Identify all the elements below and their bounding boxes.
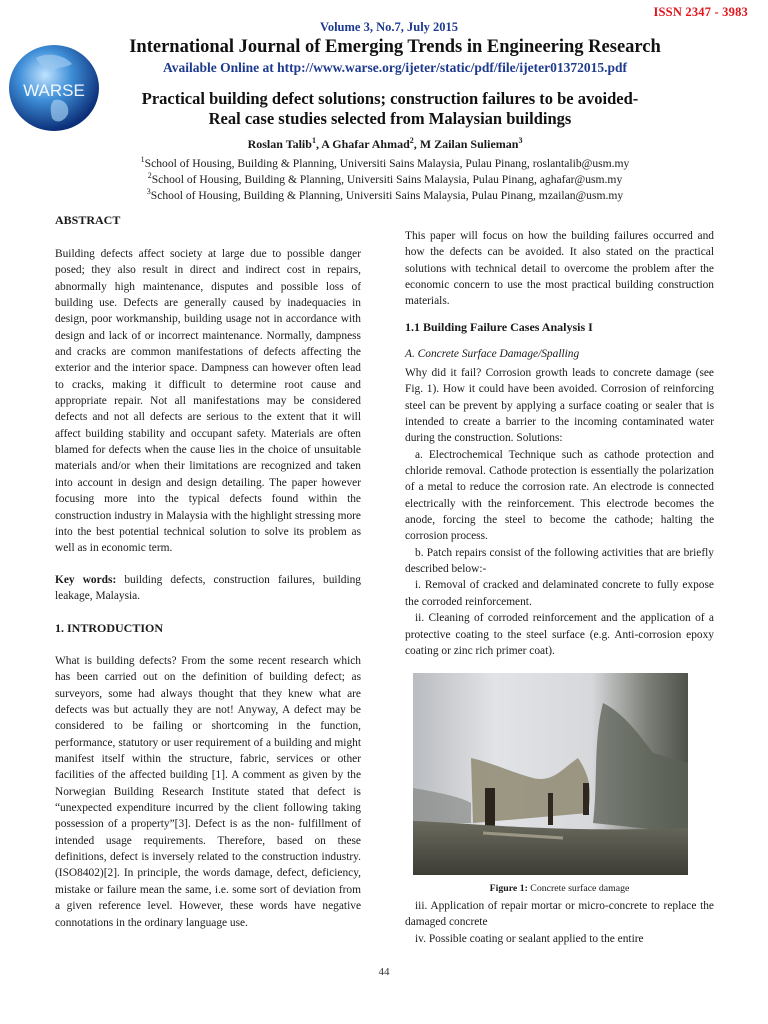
section-heading: 1.1 Building Failure Cases Analysis I [405,320,593,334]
journal-title: International Journal of Emerging Trends in Engineering Research [129,37,661,57]
author-sup: 2 [409,136,414,145]
paper-title-line-2: Real case studies selected from Malaysian buildings [208,109,572,128]
figure-1-image [413,673,688,875]
figure-1-caption [405,883,714,894]
focus-text: This paper will focus on how the building failures occurred and how the defects can be avoided. It also stated on the practical solutions with technical detail to overcome the problem after the economic concern to use the most practical building construction materials. [405,230,714,308]
logo-text: WARSE [23,81,85,100]
affiliation-text: School of Housing, Building & Planning, Universiti Sains Malaysia, Pulau Pinang, aghafar@usm.my [151,172,623,186]
section-body [405,365,714,659]
solution-item-ii: ii. Cleaning of corroded reinforcement and the application of a protective coating to the steel surface (e.g. Anti-corrosion epoxy coating or zinc rich primer coat). [405,612,714,657]
authors-line: Roslan Talib$^1$, A Ghafar Ahmad$^2$, M Zailan Sulieman$^3$ [247,136,523,151]
keywords-label: Key words: [55,574,117,586]
solution-item-i: i. Removal of cracked and delaminated concrete to fully expose the corroded reinforcement. [405,579,714,608]
warse-logo-icon [6,38,102,134]
affiliation-sup: 2 [147,171,152,180]
introduction-text: What is building defects? From the some recent research which has been carried out on the definition of building defect; as surveyors, some had always thought that they knew what are defects was but actually they are not! Anyway, A defect may be considered to be failing or shortcoming in the function, performance, statutory or user requirement of a building and might manifest itself within the structure, fabric, services or other facilities of the affected building [1]. A comment as given by the Norwegian Building Research Institute stated that defect is “unexpected expenditure incurred by the client following taking possession of a property”[3]. Defect is as the non- fulfillment of intended usage requirements. Therefore, based on these definitions, defect is inversely related to the construction industry. (ISO8402)[2]. In principle, the words damage, defect, deficiency, mistake or failure mean the same, i.e. some sort of deviation from a given reference level. However, these words have negative connotations in the ordinary language use. [55,655,361,929]
figure-caption-text: Concrete surface damage [527,883,630,894]
subsection-heading: A. Concrete Surface Damage/Spalling [405,348,580,360]
why-text: Why did it fail? Corrosion growth leads to concrete damage (see Fig. 1). How it could have been avoided. Corrosion of reinforcing steel can be prevent by applying a surface coating or sealer that is intended to create a barrier to the incoming contaminated water during the construction. Solutions: [405,367,714,445]
affiliation-text: School of Housing, Building & Planning, Universiti Sains Malaysia, Pulau Pinang, roslantalib@usm.my [144,156,630,170]
introduction-heading: 1. INTRODUCTION [55,621,164,635]
issn-label: ISSN 2347 - 3983 [653,5,748,19]
author-name: Roslan Talib [247,137,312,151]
keywords-text: building defects, construction failures, building leakage, Malaysia. [55,574,361,603]
keywords [55,572,361,605]
online-url[interactable]: Available Online at http://www.warse.org/ijeter/static/pdf/file/ijeter01372015.pdf [163,60,627,75]
solution-item-b: b. Patch repairs consist of the following activities that are briefly described below:- [405,546,714,576]
page-number: 44 [378,966,390,978]
section-body-continued [405,898,714,947]
solution-item-iv: iv. Possible coating or sealant applied to the entire [415,932,644,945]
affiliation-text: School of Housing, Building & Planning, Universiti Sains Malaysia, Pulau Pinang, mzailan@usm.my [150,188,624,202]
affiliation-sup: 1 [140,155,145,164]
author-sup: 1 [311,136,316,145]
affiliation-sup: 3 [146,187,151,196]
figure-label: Figure 1: [489,883,528,894]
paper-title-line-1: Practical building defect solutions; construction failures to be avoided- [141,89,639,108]
abstract-heading: ABSTRACT [55,213,121,227]
author-name: A Ghafar Ahmad [321,137,410,151]
paper-title [110,89,670,129]
abstract-text: Building defects affect society at large due to possible danger posed; they also result in direct and indirect cost in repairs, abnormally high maintenance, disputes and possible loss of building use. Defects are generally caused by inadequacies in design, poor workmanship, building usage not in accordance with design and lack of or incorrect maintenance. Normally, dampness and cracks are common manifestations of defects affecting the exterior and the interior space. Dampness can however often lead to cracks, making it difficult to determine root cause and appropriate repair. Not all manifestations may be considered defects and not all defects are serious to the extent that it will affect building stability and occupant safety. Materials are often blamed for defects when the cause lies in the choice of unsuitable materials and/or when their limitations are recognized and taken into account in design and design detailing. The paper however focusing more into the typical defects found within the construction industry in Malaysia with the highlight stressing more into the best potential technical solution to solve its problem as well as in economic term. [55,248,361,555]
author-name: M Zailan Sulieman [419,137,519,151]
volume-info: Volume 3, No.7, July 2015 [319,20,459,34]
solution-item-iii: iii. Application of repair mortar or micro-concrete to replace the damaged concrete [405,900,714,929]
affiliation-3 [90,184,680,204]
solution-item-a: a. Electrochemical Technique such as cathode protection and chloride removal. Cathode protection is essentially the polarization of a metal to reduce the corrosion rate. An electrode is connected electrically with the reinforcement. This electrode becomes the anode, forcing the steel to become the cathode; halting the corrosion process. [405,448,714,543]
author-sup: 3 [518,136,523,145]
